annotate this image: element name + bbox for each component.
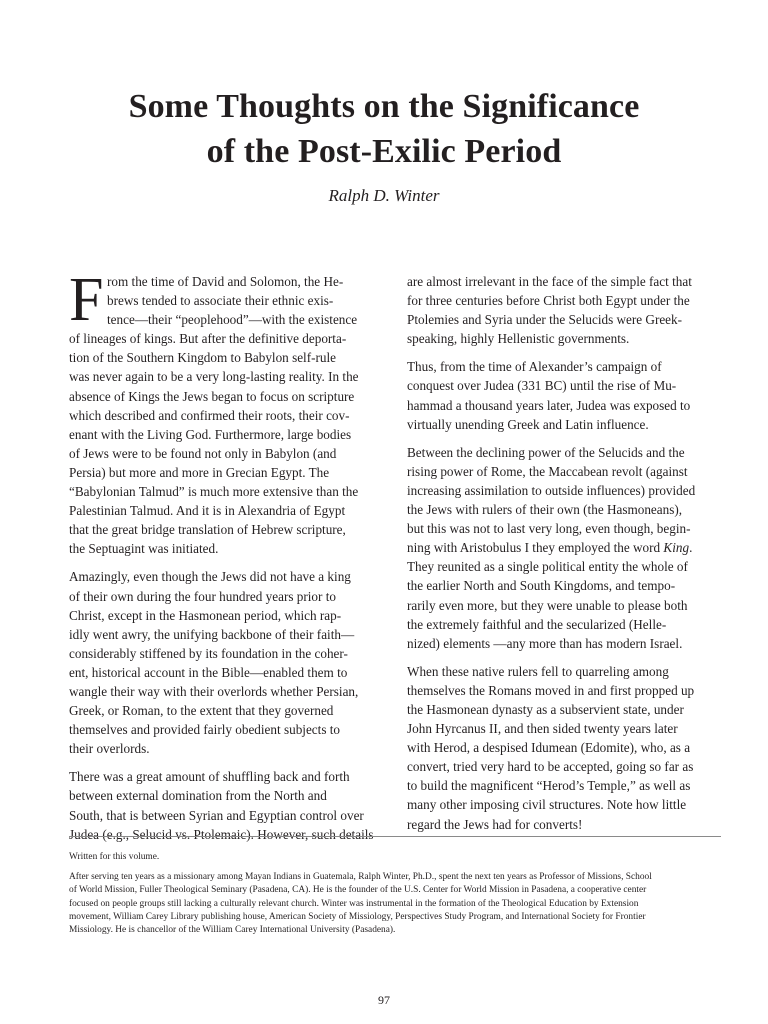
text-line: the extremely faithful and the secularized (Helle- [407,616,667,632]
text-line: Thus, from the time of Alexander’s campaign of [407,359,662,375]
text-line: increasing assimilation to outside influences) provided [407,482,696,498]
text-line [407,538,713,557]
text-line: the Hasmonean dynasty as a subservient state, under [407,701,684,717]
text-line: absence of Kings the Jews began to focus on scripture [69,388,355,404]
page-number: 97 [378,993,390,1007]
footnote-divider [69,836,721,837]
text-line: They reunited as a single political entity the whole of [407,559,688,575]
text-line: of their own during the four hundred years prior to [69,588,336,604]
paragraph-4 [407,272,713,348]
text-line: Judea (e.g., Selucid vs. Ptolemaic). However, such details [69,826,374,842]
text-line: Christ, except in the Hasmonean period, which rap- [69,607,342,623]
text-line: of World Mission, Fuller Theological Seminary (Pasadena, CA). He is the founder of the U.S. Center for World Mission in Pasadena, a cooperative center [69,885,647,896]
text-line: enant with the Living God. Furthermore, large bodies [69,426,352,442]
text-segment: ning with Aristobulus I they employed the word [407,540,664,556]
text-line: tence—their “peoplehood”—with the existence [107,312,358,328]
text-line: convert, tried very hard to be accepted, going so far as [407,759,694,775]
text-line: South, that is between Syrian and Egyptian control over [69,807,364,823]
text-line: their overlords. [69,741,150,757]
text-line: virtually unending Greek and Latin influence. [407,416,649,432]
text-line: with Herod, a despised Idumean (Edomite), who, as a [407,740,691,756]
paragraph-7 [407,662,713,834]
paragraph-6 [407,443,713,653]
text-line: John Hyrcanus II, and then sided twenty years later [407,721,678,737]
text-line: “Babylonian Talmud” is much more extensive than the [69,484,359,500]
paragraph-5 [407,357,713,433]
text-line: nized) elements —any more than has modern Israel. [407,635,683,651]
article-title-line-1: Some Thoughts on the Significance [128,88,640,125]
text-line: speaking, highly Hellenistic governments. [407,331,630,347]
text-line: Missiology. He is chancellor of the William Carey International University (Pasadena). [69,925,396,936]
text-line: between external domination from the North and [69,788,327,804]
text-line: regard the Jews had for converts! [407,816,583,832]
text-line: to build the magnificent “Herod’s Temple,” as well as [407,778,691,794]
text-line: but this was not to last very long, even though, begin- [407,521,691,537]
text-line: the Jews with rulers of their own (the Hasmoneans), [407,502,683,518]
text-line: of lineages of kings. But after the definitive deporta- [69,331,347,347]
text-line: which described and confirmed their roots, their cov- [69,407,350,423]
text-line: the earlier North and South Kingdoms, and tempo- [407,578,676,594]
drop-cap: F [69,266,104,334]
text-line: After serving ten years as a missionary among Mayan Indians in Guatemala, Ralph Winter, Ph.D., spent the next ten years as Professor of Missions, School [69,872,652,883]
italic-word: King [663,540,690,556]
footnotes [69,851,729,944]
text-line: rising power of Rome, the Maccabean revolt (against [407,463,688,479]
text-line: hammad a thousand years later, Judea was exposed to [407,397,691,413]
text-line: Persia) but more and more in Grecian Egypt. The [69,464,330,480]
text-segment: . [689,540,693,556]
left-column [69,266,385,853]
text-line: themselves the Romans moved in and first propped up [407,682,695,698]
text-line: brews tended to associate their ethnic exis- [107,293,334,309]
text-line: rarily even more, but they were unable to please both [407,597,688,613]
text-line: idly went awry, the unifying backbone of their faith— [69,626,355,642]
text-line: are almost irrelevant in the face of the simple fact that [407,274,692,289]
text-line: was never again to be a very long-lasting reality. In the [69,369,359,385]
text-line: the Septuagint was initiated. [69,541,219,557]
right-column [407,272,713,843]
paragraph-2 [69,567,385,758]
footnote-author-bio [69,871,729,937]
text-line: of Jews were to be found not only in Babylon (and [69,445,337,461]
text-line: Amazingly, even though the Jews did not have a king [69,569,351,585]
text-line: movement, William Carey Library publishing house, American Society of Missiology, Perspectives Study Program, and International Society for Frontier [69,911,646,922]
text-line: There was a great amount of shuffling back and forth [69,769,350,785]
text-line: considerably stiffened by its foundation in the coher- [69,645,348,661]
text-line: many other imposing civil structures. Note how little [407,797,687,813]
text-line: for three centuries before Christ both Egypt under the [407,293,690,309]
text-line: Between the declining power of the Selucids and the [407,444,685,460]
author-byline: Ralph D. Winter [328,186,440,205]
article-title [0,84,768,174]
article-title-line-2: of the Post-Exilic Period [206,133,562,170]
text-line: wangle their way with their overlords whether Persian, [69,683,359,699]
text-line: Palestinian Talmud. And it is in Alexandria of Egypt [69,503,346,519]
text-line: conquest over Judea (331 BC) until the rise of Mu- [407,378,677,394]
text-line: When these native rulers fell to quarreling among [407,663,669,679]
text-line: themselves and provided fairly obedient subjects to [69,722,341,738]
text-line: rom the time of David and Solomon, the He- [107,274,344,289]
footnote-source: Written for this volume. [69,852,160,862]
paragraph-3 [69,767,385,843]
text-line: Greek, or Roman, to the extent that they governed [69,703,334,719]
text-line: that the great bridge translation of Hebrew scripture, [69,522,346,538]
text-line: ent, historical account in the Bible—enabled them to [69,664,348,680]
paragraph-1 [69,266,385,558]
text-line: Ptolemies and Syria under the Selucids were Greek- [407,312,683,328]
text-line: focused on people groups still lacking a culturally relevant church. Winter was instrumental in the formation of the Theological Education by Extension [69,898,639,909]
text-line: tion of the Southern Kingdom to Babylon self-rule [69,350,337,366]
